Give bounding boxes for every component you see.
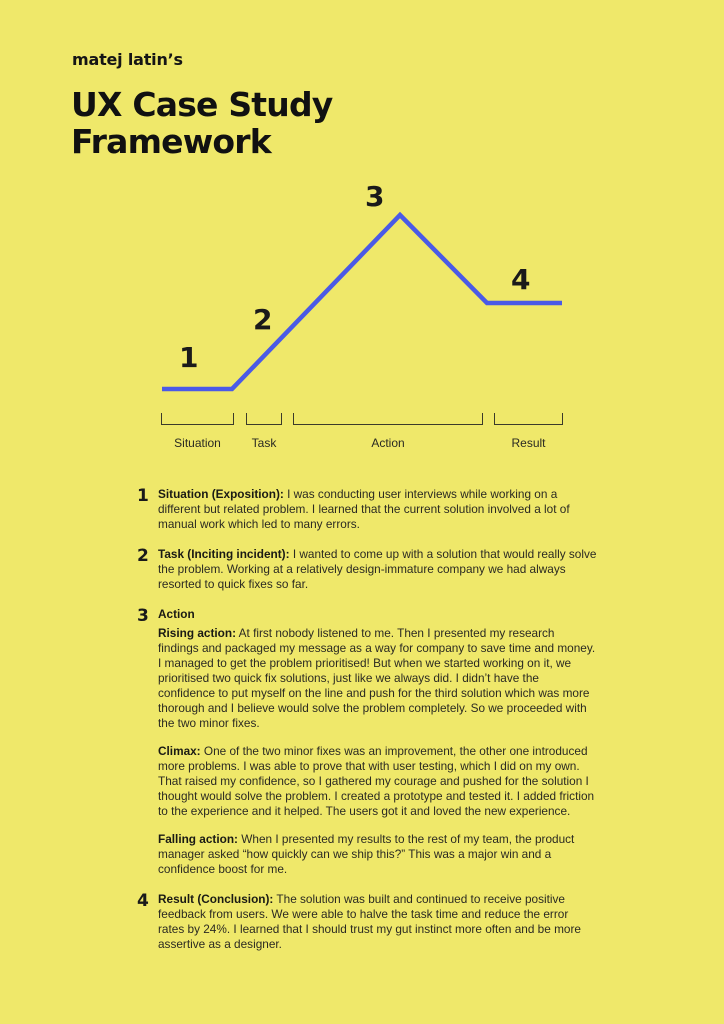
step-result bbox=[137, 892, 597, 952]
stage-marker-3: 3 bbox=[365, 180, 385, 213]
story-arc-diagram bbox=[0, 0, 724, 470]
step-task bbox=[137, 547, 597, 592]
title-line-1: UX Case Study bbox=[71, 85, 333, 124]
step-number: 2 bbox=[137, 546, 149, 566]
stage-marker-4: 4 bbox=[511, 263, 531, 296]
segment-label-situation: Situation bbox=[174, 436, 221, 450]
step-label: Result (Conclusion): bbox=[158, 892, 274, 906]
step-heading: Action bbox=[158, 607, 195, 621]
title-line-2: Framework bbox=[71, 122, 271, 161]
rising-action-text: Rising action: At first nobody listened to me. Then I presented my research findings and packaged my message as a way for company to save time and money. I managed to get the problem prioritised! But when we started working on it, we prioritised two quick fix solutions, just like we always did. I didn’t have the confidence to put myself on the line and push for the third solution which was more thorough and I believe would solve the problem completely. So we proceeded with the two minor fixes. bbox=[158, 626, 596, 730]
step-number: 4 bbox=[137, 891, 149, 911]
step-label: Situation (Exposition): bbox=[158, 487, 284, 501]
segment-label-task: Task bbox=[251, 436, 277, 450]
step-situation bbox=[137, 487, 597, 532]
stage-marker-2: 2 bbox=[253, 303, 273, 336]
step-number: 3 bbox=[137, 606, 149, 626]
sub-label: Falling action: bbox=[158, 832, 238, 846]
step-number: 1 bbox=[137, 486, 149, 506]
bracket-task bbox=[246, 413, 282, 425]
story-arc-line bbox=[0, 0, 724, 470]
step-text: Situation (Exposition): I was conducting user interviews while working on a different but related problem. I learned that the current solution involved a lot of manual work which led to many errors. bbox=[158, 487, 570, 531]
bracket-result bbox=[494, 413, 563, 425]
segment-label-result: Result bbox=[511, 436, 546, 450]
brand-name: matej latin’s bbox=[72, 50, 183, 69]
climax-text: Climax: One of the two minor fixes was an improvement, the other one introduced more problems. I was able to prove that with user testing, which I did on my own. That raised my confidence, so I gathered my courage and pushed for the solution I thought would solve the problem. I created a prototype and tested it. I added friction to the experience and it helped. The users got it and loved the new experience. bbox=[158, 744, 595, 818]
step-label: Task (Inciting incident): bbox=[158, 547, 290, 561]
falling-action-text: Falling action: When I presented my results to the rest of my team, the product manager asked “how quickly can we ship this?” This was a major win and a confidence boost for me. bbox=[158, 832, 575, 876]
bracket-action bbox=[293, 413, 483, 425]
sub-label: Rising action: bbox=[158, 626, 236, 640]
framework-steps bbox=[137, 487, 597, 967]
stage-marker-1: 1 bbox=[179, 341, 199, 374]
bracket-situation bbox=[161, 413, 234, 425]
step-text: Task (Inciting incident): I wanted to come up with a solution that would really solve the problem. Working at a relatively design-immature company we had always resorted to quick fixes so far. bbox=[158, 547, 597, 591]
step-text: Result (Conclusion): The solution was built and continued to receive positive feedback from users. We were able to halve the task time and reduce the error rates by 24%. I learned that I should trust my gut instinct more often and be more assertive as a designer. bbox=[158, 892, 581, 951]
segment-label-action: Action bbox=[371, 436, 405, 450]
sub-label: Climax: bbox=[158, 744, 201, 758]
step-action bbox=[137, 607, 597, 877]
